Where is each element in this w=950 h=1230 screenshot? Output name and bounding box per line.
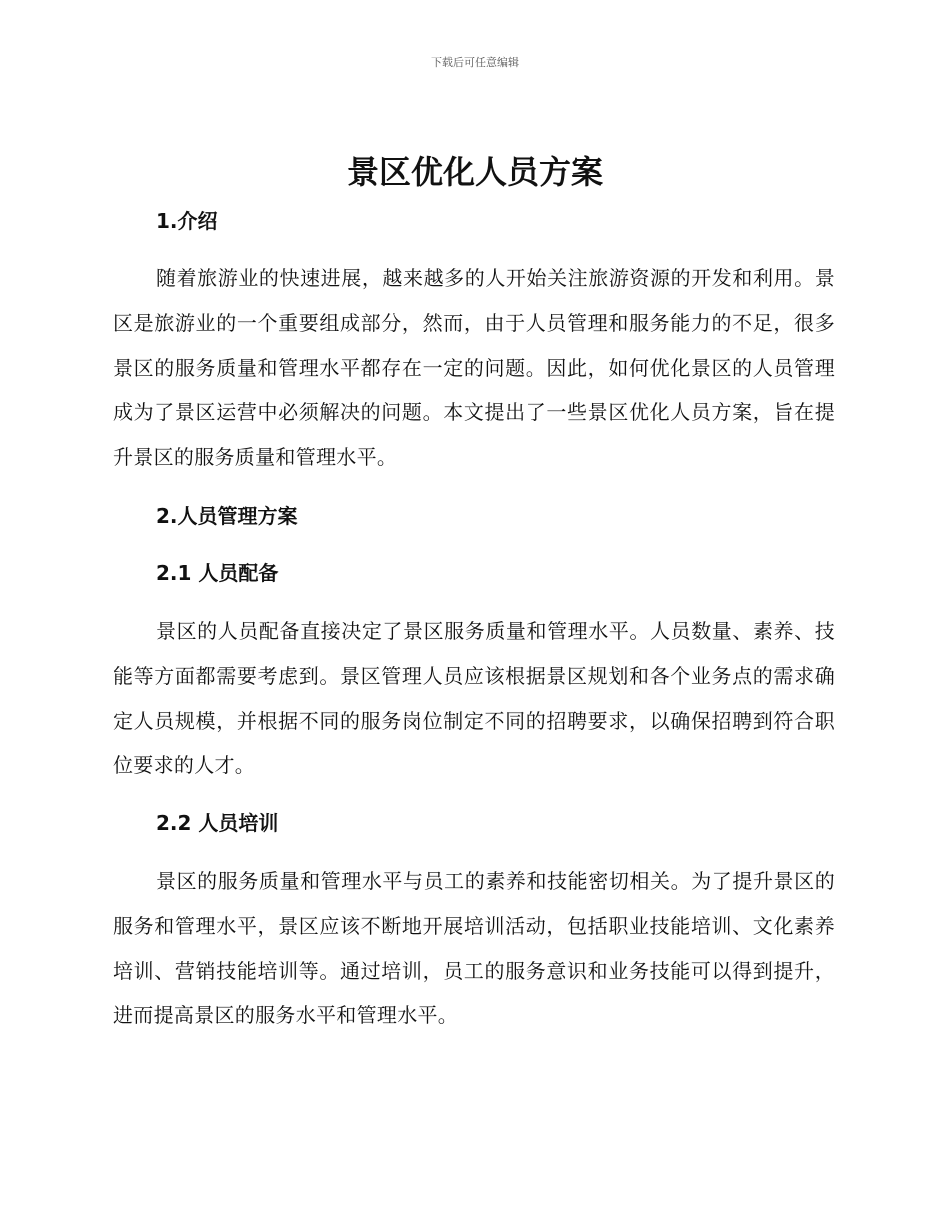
section-heading-training: 2.2 人员培训 <box>156 811 279 835</box>
section-heading-introduction: 1.介绍 <box>156 209 218 233</box>
document-title: 景区优化人员方案 <box>346 153 603 191</box>
section-heading-staff-management: 2.人员管理方案 <box>156 504 298 528</box>
training-paragraph: 景区的服务质量和管理水平与员工的素养和技能密切相关。为了提升景区的服务和管理水平，景区应该不断地开展培训活动，包括职业技能培训、文化素养培训、营销技能培训等。通过培训，员工的服务意识和业务技能可以得到提升，进而提高景区的服务水平和管理水平。 <box>113 869 835 1028</box>
introduction-paragraph: 随着旅游业的快速进展，越来越多的人开始关注旅游资源的开发和利用。景区是旅游业的一个重要组成部分，然而，由于人员管理和服务能力的不足，很多景区的服务质量和管理水平都存在一定的问题。因此，如何优化景区的人员管理成为了景区运营中必须解决的问题。本文提出了一些景区优化人员方案，旨在提升景区的服务质量和管理水平。 <box>113 266 835 470</box>
staffing-paragraph: 景区的人员配备直接决定了景区服务质量和管理水平。人员数量、素养、技能等方面都需要考虑到。景区管理人员应该根据景区规划和各个业务点的需求确定人员规模，并根据不同的服务岗位制定不同的招聘要求，以确保招聘到符合职位要求的人才。 <box>113 619 835 778</box>
section-heading-staffing: 2.1 人员配备 <box>156 561 279 585</box>
page-header-note: 下载后可任意编辑 <box>431 56 519 69</box>
